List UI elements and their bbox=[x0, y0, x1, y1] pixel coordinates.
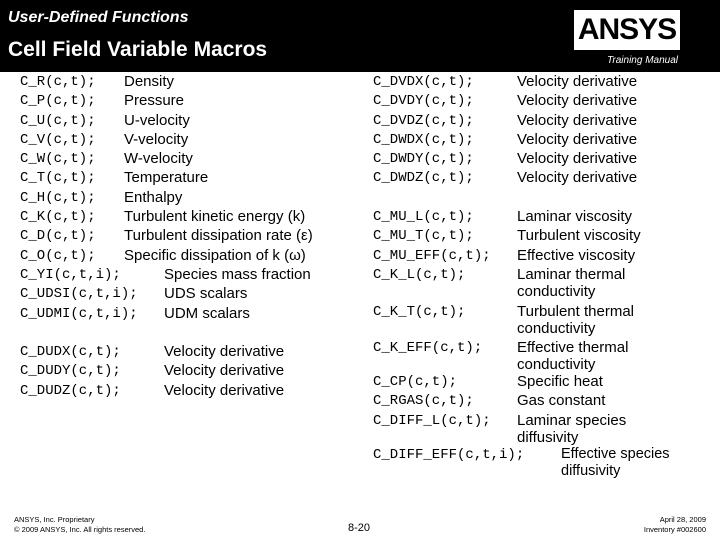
footer-date-inventory bbox=[644, 515, 706, 535]
macro-code: C_O(c,t); bbox=[20, 247, 96, 264]
macro-row bbox=[20, 247, 350, 266]
footer-copyright bbox=[14, 515, 145, 535]
spacer bbox=[373, 189, 713, 208]
macro-row bbox=[373, 266, 713, 303]
macro-row bbox=[373, 446, 713, 480]
macro-code: C_DIFF_EFF(c,t,i); bbox=[373, 446, 525, 463]
macro-description: Turbulent dissipation rate (ε) bbox=[124, 227, 313, 245]
macro-description: Velocity derivative bbox=[517, 130, 638, 148]
macro-description: W-velocity bbox=[124, 150, 193, 168]
macro-code: C_DWDZ(c,t); bbox=[373, 170, 474, 187]
macro-description: Velocity derivative bbox=[517, 150, 638, 168]
macro-description: U-velocity bbox=[124, 111, 190, 129]
macro-row bbox=[20, 112, 350, 131]
macro-code: C_MU_EFF(c,t); bbox=[373, 247, 491, 264]
macro-code: C_UDMI(c,t,i); bbox=[20, 305, 138, 322]
macro-description: Specific dissipation of k (ω) bbox=[124, 246, 306, 264]
macro-row bbox=[20, 227, 350, 246]
macro-description: UDS scalars bbox=[164, 285, 248, 303]
macro-row bbox=[373, 392, 713, 411]
macro-description: Velocity derivative bbox=[164, 343, 285, 361]
macro-code: C_K_L(c,t); bbox=[373, 266, 466, 283]
macro-code: C_DIFF_L(c,t); bbox=[373, 412, 491, 429]
macro-code: C_R(c,t); bbox=[20, 74, 96, 90]
macro-code: C_DVDY(c,t); bbox=[373, 93, 474, 110]
macro-code: C_T(c,t); bbox=[20, 170, 96, 187]
macro-row bbox=[20, 131, 350, 150]
macro-row bbox=[373, 131, 713, 150]
macro-row bbox=[20, 92, 350, 111]
macro-code: C_MU_L(c,t); bbox=[373, 209, 474, 226]
macro-row bbox=[20, 189, 350, 208]
macro-row bbox=[373, 227, 713, 246]
macro-row bbox=[20, 343, 350, 362]
macro-row bbox=[373, 247, 713, 266]
macro-description: Laminar thermal conductivity bbox=[517, 265, 626, 300]
section-title: User-Defined Functions bbox=[8, 9, 189, 26]
macro-code: C_UDSI(c,t,i); bbox=[20, 286, 138, 303]
macro-description: Gas constant bbox=[517, 392, 606, 410]
macro-row bbox=[373, 412, 713, 446]
macro-code: C_DVDX(c,t); bbox=[373, 74, 474, 90]
macro-code: C_K_EFF(c,t); bbox=[373, 339, 483, 356]
right-column bbox=[373, 73, 713, 480]
page-number: 8-20 bbox=[348, 522, 371, 534]
macro-row bbox=[20, 305, 350, 324]
macro-row bbox=[20, 73, 350, 92]
macro-code: C_P(c,t); bbox=[20, 93, 96, 110]
macro-description: Enthalpy bbox=[124, 188, 183, 206]
macro-description: UDM scalars bbox=[164, 304, 250, 322]
macro-description: Species mass fraction bbox=[164, 265, 311, 283]
macro-description: Effective viscosity bbox=[517, 246, 636, 264]
macro-code: C_H(c,t); bbox=[20, 189, 96, 206]
macro-code: C_CP(c,t); bbox=[373, 373, 458, 390]
footer-rights: © 2009 ANSYS, Inc. All rights reserved. bbox=[14, 525, 146, 534]
macro-code: C_U(c,t); bbox=[20, 112, 96, 129]
macro-description: Turbulent kinetic energy (k) bbox=[124, 208, 306, 226]
macro-code: C_DWDY(c,t); bbox=[373, 151, 474, 168]
macro-description: Velocity derivative bbox=[517, 73, 638, 90]
footer-date: April 28, 2009 bbox=[659, 515, 706, 524]
macro-description: Effective species diffusivity bbox=[561, 445, 670, 479]
macro-code: C_K(c,t); bbox=[20, 209, 96, 226]
macro-code: C_DVDZ(c,t); bbox=[373, 112, 474, 129]
macro-row bbox=[373, 169, 713, 188]
training-manual-label: Training Manual bbox=[607, 55, 678, 66]
macro-code: C_DWDX(c,t); bbox=[373, 131, 474, 148]
macro-description: Velocity derivative bbox=[517, 169, 638, 187]
macro-description: V-velocity bbox=[124, 130, 189, 148]
macro-code: C_MU_T(c,t); bbox=[373, 228, 474, 245]
macro-description: Turbulent viscosity bbox=[517, 227, 641, 245]
macro-description: Effective thermal conductivity bbox=[517, 338, 629, 373]
macro-row bbox=[373, 73, 713, 92]
macro-row bbox=[373, 92, 713, 111]
macro-description: Laminar viscosity bbox=[517, 208, 633, 226]
spacer bbox=[20, 324, 350, 343]
macro-code: C_DUDZ(c,t); bbox=[20, 382, 121, 399]
macro-row bbox=[20, 169, 350, 188]
macro-description: Pressure bbox=[124, 92, 185, 110]
header-bar bbox=[0, 0, 720, 72]
footer-proprietary: ANSYS, Inc. Proprietary bbox=[14, 515, 95, 524]
macro-code: C_K_T(c,t); bbox=[373, 303, 466, 320]
macro-code: C_RGAS(c,t); bbox=[373, 393, 474, 410]
macro-row bbox=[373, 208, 713, 227]
macro-description: Velocity derivative bbox=[517, 111, 638, 129]
macro-description: Specific heat bbox=[517, 372, 603, 390]
macro-row bbox=[20, 362, 350, 381]
macro-row bbox=[373, 112, 713, 131]
left-column bbox=[20, 73, 350, 401]
macro-description: Velocity derivative bbox=[517, 92, 638, 110]
macro-row bbox=[373, 373, 713, 392]
macro-row bbox=[20, 208, 350, 227]
macro-code: C_W(c,t); bbox=[20, 151, 96, 168]
macro-row bbox=[20, 266, 350, 285]
slide-title: Cell Field Variable Macros bbox=[8, 38, 268, 61]
macro-description: Velocity derivative bbox=[164, 381, 285, 399]
macro-description: Velocity derivative bbox=[164, 362, 285, 380]
logo-text: ANSYS bbox=[577, 13, 677, 46]
macro-description: Turbulent thermal conductivity bbox=[517, 302, 634, 337]
macro-row bbox=[20, 382, 350, 401]
macro-code: C_DUDX(c,t); bbox=[20, 344, 121, 361]
macro-description: Density bbox=[124, 73, 175, 90]
macro-description: Temperature bbox=[124, 169, 209, 187]
macro-row bbox=[20, 150, 350, 169]
macro-row bbox=[373, 303, 713, 339]
macro-row bbox=[373, 150, 713, 169]
macro-code: C_D(c,t); bbox=[20, 228, 96, 245]
macro-code: C_DUDY(c,t); bbox=[20, 363, 121, 380]
macro-row bbox=[20, 285, 350, 304]
ansys-logo bbox=[574, 10, 680, 50]
footer-inventory: Inventory #002600 bbox=[643, 525, 706, 534]
macro-description: Laminar species diffusivity bbox=[517, 411, 627, 446]
macro-code: C_V(c,t); bbox=[20, 131, 96, 148]
macro-row bbox=[373, 339, 713, 373]
macro-code: C_YI(c,t,i); bbox=[20, 266, 121, 283]
